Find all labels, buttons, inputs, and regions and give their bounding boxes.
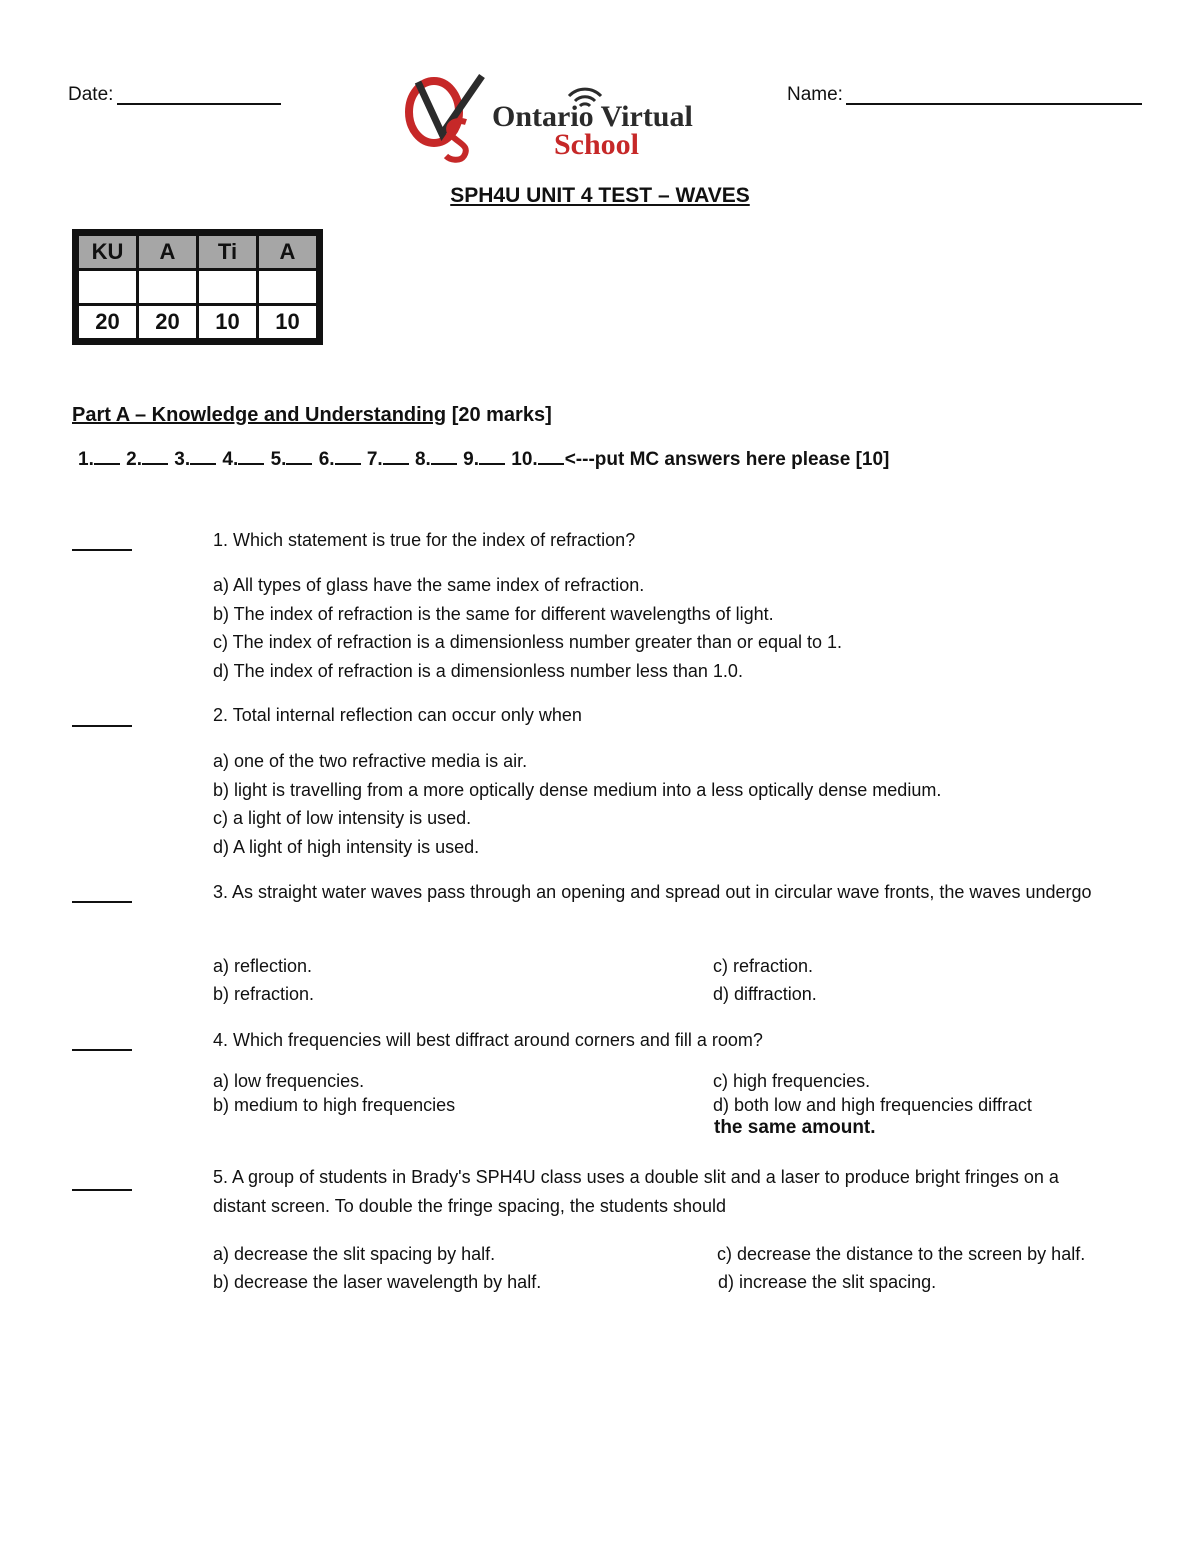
option-continuation: the same amount.: [714, 1117, 876, 1138]
mc-answer-line: [78, 449, 889, 471]
question-options: [213, 571, 1133, 685]
mc-answer-blank[interactable]: [286, 462, 312, 465]
option: a) decrease the slit spacing by half.: [213, 1244, 496, 1264]
answer-blank-q5[interactable]: [72, 1189, 132, 1191]
mc-answer-blank[interactable]: [142, 462, 168, 465]
option: d) both low and high frequencies diffract: [713, 1095, 1032, 1115]
marks-header: A: [259, 236, 316, 268]
mc-number: 10.: [511, 449, 538, 470]
marks-header: KU: [79, 236, 136, 268]
option: b) decrease the laser wavelength by half.: [213, 1272, 542, 1292]
option: d) The index of refraction is a dimensionless number less than 1.0.: [213, 660, 743, 681]
part-a-heading: [72, 404, 552, 427]
option: c) decrease the distance to the screen by half.: [717, 1244, 1086, 1264]
option: a) one of the two refractive media is air.: [213, 751, 528, 771]
mc-number: 8.: [414, 449, 431, 470]
ovs-logo-mark: [404, 72, 494, 164]
option: b) medium to high frequencies: [213, 1095, 456, 1115]
mc-answer-blank[interactable]: [190, 462, 216, 465]
answer-blank-q2[interactable]: [72, 725, 132, 727]
school-name-line2: School: [554, 128, 640, 161]
name-field[interactable]: [846, 103, 1142, 105]
option: d) increase the slit spacing.: [718, 1272, 937, 1292]
mc-instruction: <---put MC answers here please [10]: [564, 449, 890, 470]
option: c) refraction.: [713, 956, 814, 976]
option: c) The index of refraction is a dimensionless number greater than or equal to 1.: [213, 632, 843, 652]
option: d) diffraction.: [713, 984, 817, 1004]
marks-score-cell[interactable]: [139, 271, 196, 303]
mc-answer-blank[interactable]: [431, 462, 457, 465]
answer-blank-q1[interactable]: [72, 549, 132, 551]
option: c) high frequencies.: [713, 1071, 871, 1091]
option: b) light is travelling from a more optically dense medium into a less optically dense medium.: [213, 779, 942, 800]
part-a-title: Part A – Knowledge and Understanding: [72, 404, 447, 426]
marks-header: A: [139, 236, 196, 268]
marks-score-cell[interactable]: [259, 271, 316, 303]
school-logo: [404, 72, 724, 164]
marks-total-cell: 10: [199, 306, 256, 338]
mc-answer-blank[interactable]: [94, 462, 120, 465]
question-stem: 2. Total internal reflection can occur only when: [213, 705, 582, 725]
option: a) reflection.: [213, 956, 313, 976]
question-stem: 1. Which statement is true for the index of refraction?: [213, 530, 636, 550]
mc-answer-blank[interactable]: [383, 462, 409, 465]
answer-blank-q4[interactable]: [72, 1049, 132, 1051]
marks-table: [72, 229, 323, 345]
name-label: Name:: [787, 84, 843, 105]
school-name-line1: Ontario Virtual: [492, 100, 693, 133]
mc-answer-blank[interactable]: [538, 462, 564, 465]
mc-number: 5.: [270, 449, 287, 470]
question-stem: 4. Which frequencies will best diffract around corners and fill a room?: [213, 1030, 763, 1050]
marks-score-cell[interactable]: [199, 271, 256, 303]
mc-answer-blank[interactable]: [335, 462, 361, 465]
question-options: [213, 747, 1153, 861]
option: d) A light of high intensity is used.: [213, 836, 480, 857]
question-stem: 3. As straight water waves pass through an opening and spread out in circular wave fronts, the waves undergo: [213, 882, 1092, 902]
mc-number: 2.: [126, 449, 142, 470]
question-stem: 5. A group of students in Brady's SPH4U class uses a double slit and a laser to produce bright fringes on a distant screen. To double the fringe spacing, the students should: [213, 1167, 1059, 1216]
mc-number: 3.: [174, 449, 191, 470]
date-label: Date:: [68, 84, 114, 105]
mc-number: 6.: [318, 449, 335, 470]
mc-number: 4.: [222, 449, 239, 470]
answer-blank-q3[interactable]: [72, 901, 132, 903]
marks-score-cell[interactable]: [79, 271, 136, 303]
mc-number: 1.: [78, 449, 94, 470]
marks-total-cell: 20: [139, 306, 196, 338]
option: b) refraction.: [213, 984, 315, 1004]
option: a) All types of glass have the same index of refraction.: [213, 575, 645, 595]
marks-total-cell: 20: [79, 306, 136, 338]
mc-answer-blank[interactable]: [479, 462, 505, 465]
marks-total-cell: 10: [259, 306, 316, 338]
option: a) low frequencies.: [213, 1071, 365, 1091]
marks-header: Ti: [199, 236, 256, 268]
mc-answer-blank[interactable]: [238, 462, 264, 465]
option: b) The index of refraction is the same for different wavelengths of light.: [213, 603, 774, 624]
mc-number: 9.: [463, 449, 479, 470]
mc-number: 7.: [366, 449, 383, 470]
part-a-marks: [20 marks]: [451, 404, 552, 426]
option: c) a light of low intensity is used.: [213, 808, 472, 828]
test-title: SPH4U UNIT 4 TEST – WAVES: [450, 184, 750, 207]
date-field[interactable]: [117, 103, 281, 105]
